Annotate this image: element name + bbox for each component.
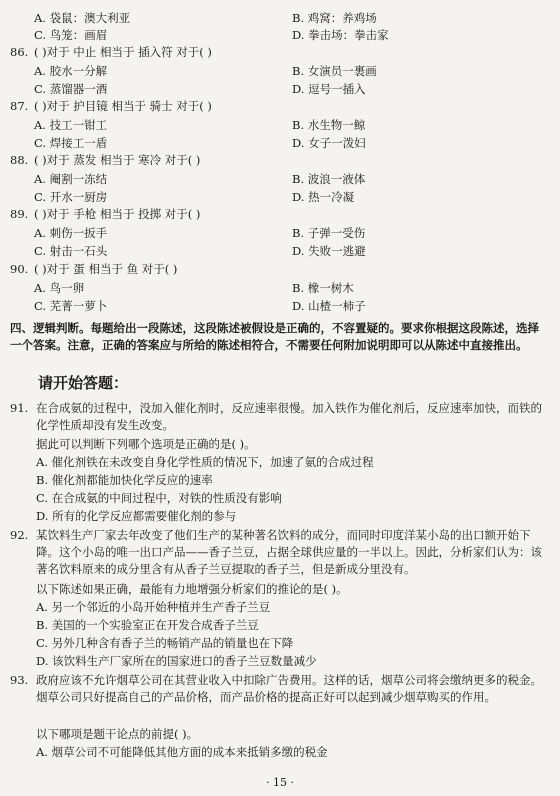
option-row — [34, 225, 534, 239]
option-row — [34, 81, 534, 95]
question-text: 政府应该不允许烟草公司在其营业收入中扣除广告费用。这样的话，烟草公司将会缴纳更多的税金。烟草公司只好提高自己的产品价格，而产品价格的提高正好可以起到减少烟草购买的作用。 — [36, 673, 542, 704]
option-row — [34, 135, 534, 149]
option-d: D. 逗号一插入 — [292, 82, 366, 96]
option-a: A. 袋鼠：澳大利亚 — [34, 11, 131, 25]
option-c: C. 开水一厨房 — [34, 190, 108, 204]
option-d: D. 失败一逃避 — [292, 244, 366, 258]
start-label: 请开始答题： — [38, 374, 129, 392]
option-b: B. 子弹一受伤 — [292, 226, 366, 240]
question-prompt: 以下哪项是题干论点的前提( )。 — [36, 727, 199, 741]
choice-d: D. 所有的化学反应都需要催化剂的参与 — [36, 509, 237, 523]
option-b: B. 鸡窝：养鸡场 — [292, 11, 377, 25]
option-row — [34, 171, 534, 185]
question-text: ( )对于 护目镜 相当于 骑士 对于( ) — [34, 99, 212, 113]
question-text: ( )对于 手枪 相当于 投掷 对于( ) — [34, 207, 201, 221]
question-number: 86. — [10, 45, 29, 59]
question-text: ( )对于 中止 相当于 插入符 对于( ) — [34, 45, 212, 59]
option-c: C. 鸟笼：画眉 — [34, 28, 108, 42]
option-row — [34, 298, 534, 312]
option-b: B. 波浪一液体 — [292, 172, 366, 186]
option-c: C. 蒸馏器一酒 — [34, 82, 108, 96]
option-a: A. 刺伤一扳手 — [34, 226, 108, 240]
option-a: A. 技工一钳工 — [34, 118, 108, 132]
question-stem — [10, 99, 212, 113]
choice-c: C. 在合成氨的中间过程中，对铁的性质没有影响 — [36, 491, 282, 505]
question-number: 92. — [10, 528, 29, 542]
question-text: 某饮料生产厂家去年改变了他们生产的某种著名饮料的成分，而同时印度洋某小岛的出口额开始下降。这个小岛的唯一出口产品——香子兰豆，占据全球供应量的一半以上。因此，分析家们认为：该著名饮料原来的成分里含有从香子兰豆提取的香子兰，但是新成分里没有。 — [36, 528, 542, 576]
question-text: ( )对于 蒸发 相当于 寒冷 对于( ) — [34, 153, 201, 167]
option-b: B. 橡一树木 — [292, 281, 354, 295]
question-prompt: 据此可以判断下列哪个选项是正确的是( )。 — [36, 437, 256, 451]
choice-d: D. 该饮料生产厂家所在的国家进口的香子兰豆数量减少 — [36, 654, 317, 668]
option-a: A. 鸟一卵 — [34, 281, 85, 295]
option-d: D. 热一冷凝 — [292, 190, 355, 204]
question-number: 88. — [10, 153, 29, 167]
question-text: ( )对于 蛋 相当于 鱼 对于( ) — [34, 262, 178, 276]
question-stem — [10, 153, 200, 167]
option-row — [34, 189, 534, 203]
choice-b: B. 美国的一个实验室正在开发合成香子兰豆 — [36, 618, 259, 632]
page-number: · 15 · — [266, 776, 294, 789]
question-number: 89. — [10, 207, 29, 221]
question-number: 90. — [10, 262, 29, 276]
question-stem — [10, 262, 177, 276]
choice-a: A. 烟草公司不可能降低其他方面的成本来抵销多缴的税金 — [36, 745, 328, 759]
option-d: D. 山楂一柿子 — [292, 299, 366, 313]
option-c: C. 芜菁一萝卜 — [34, 299, 108, 313]
option-b: B. 女演员一裹画 — [292, 64, 377, 78]
choice-a: A. 另一个邻近的小岛开始种植并生产香子兰豆 — [36, 600, 271, 614]
section-instructions: 四、逻辑判断。每题给出一段陈述，这段陈述被假设是正确的，不容置疑的。要求你根据这段陈述，选择一个答案。注意，正确的答案应与所给的陈述相符合，不需要任何附加说明即可以从陈述中直接推出。 — [10, 321, 539, 352]
question-number: 91. — [10, 401, 29, 415]
option-row — [34, 243, 534, 257]
question-stem — [10, 207, 200, 221]
option-row — [34, 280, 534, 294]
option-d: D. 拳击场：拳击家 — [292, 28, 389, 42]
question-number: 93. — [10, 673, 29, 687]
question-number: 87. — [10, 99, 29, 113]
option-a: A. 胶水一分解 — [34, 64, 108, 78]
choice-a: A. 催化剂铁在未改变自身化学性质的情况下，加速了氨的合成过程 — [36, 455, 374, 469]
option-row — [34, 27, 534, 41]
option-row — [34, 10, 534, 24]
option-a: A. 阉割一冻结 — [34, 172, 108, 186]
question-prompt: 以下陈述如果正确，最能有力地增强分析家们的推论的是( )。 — [36, 582, 348, 596]
option-row — [34, 117, 534, 131]
choice-b: B. 催化剂都能加快化学反应的速率 — [36, 473, 213, 487]
choice-c: C. 另外几种含有香子兰的畅销产品的销量也在下降 — [36, 636, 294, 650]
option-b: B. 水生物一鲸 — [292, 118, 366, 132]
option-row — [34, 63, 534, 77]
question-stem — [10, 45, 212, 59]
question-text: 在合成氨的过程中，没加入催化剂时，反应速率很慢。加入铁作为催化剂后，反应速率加快，而铁的化学性质却没有发生改变。 — [36, 401, 542, 432]
option-c: C. 焊接工一盾 — [34, 136, 108, 150]
option-c: C. 射击一石头 — [34, 244, 108, 258]
option-d: D. 女子一泼妇 — [292, 136, 366, 150]
